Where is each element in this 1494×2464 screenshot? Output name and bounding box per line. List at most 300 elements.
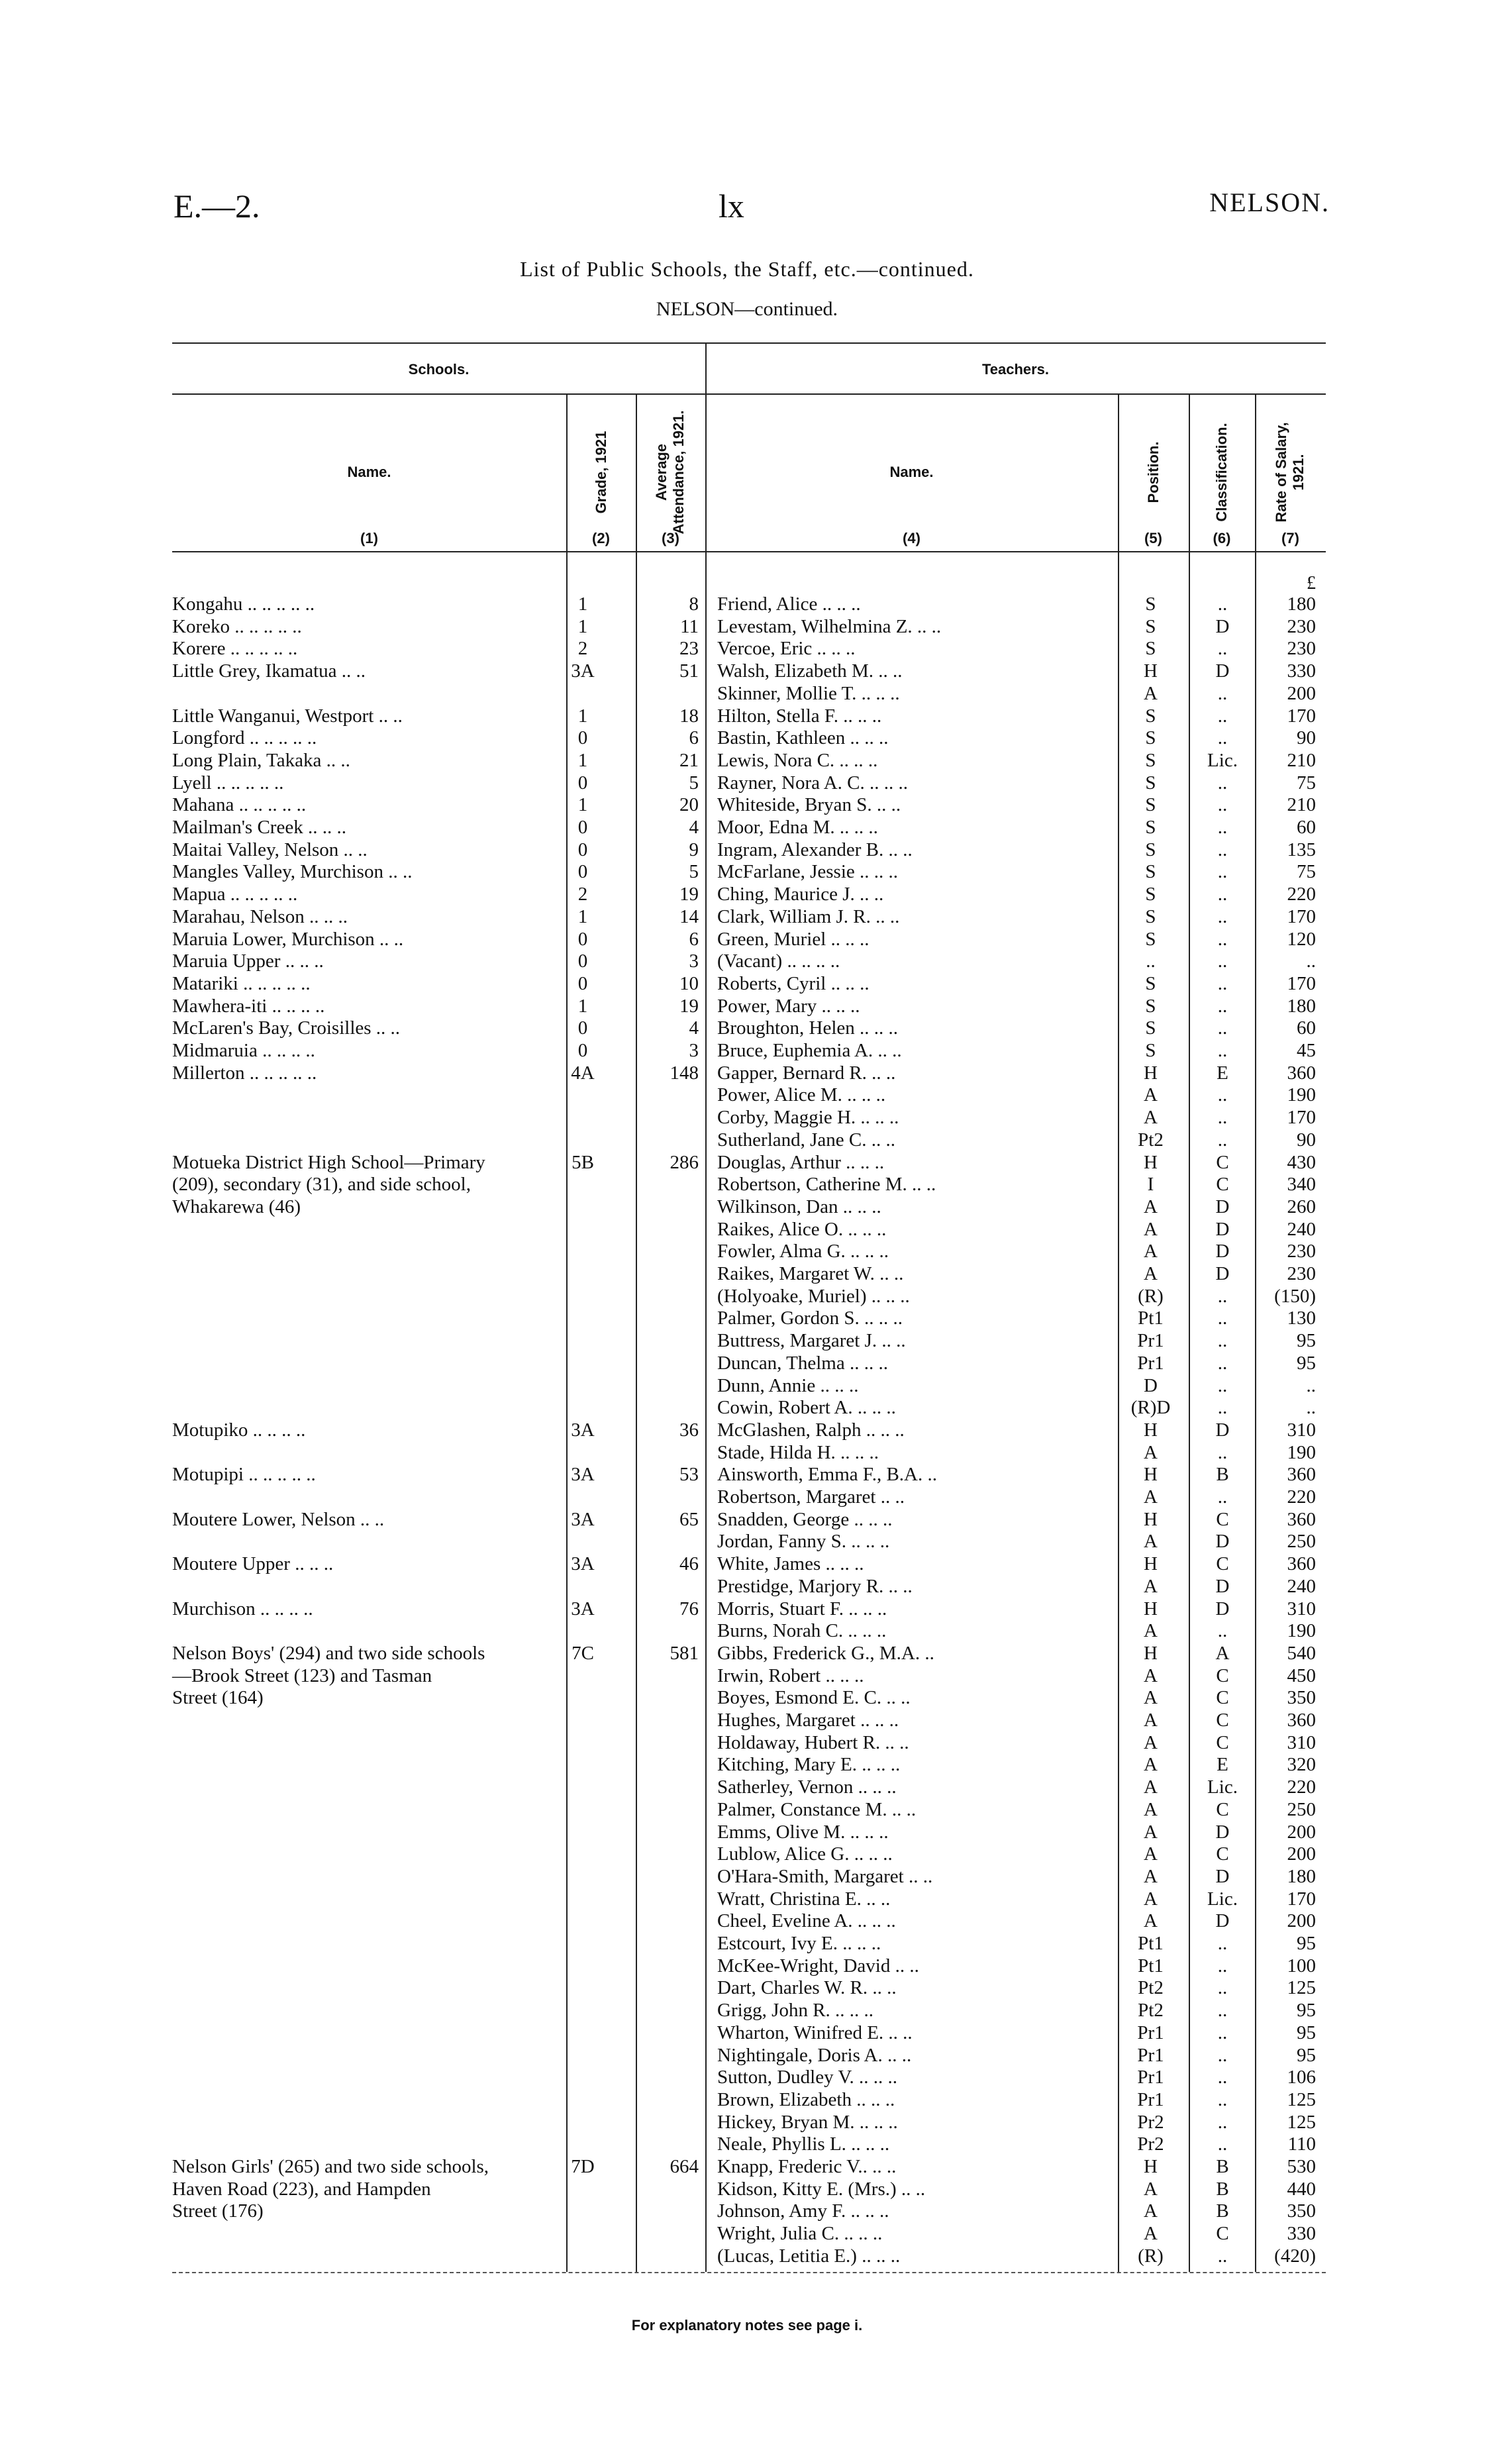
teacher-name: Raikes, Alice O. .. .. .. — [717, 1218, 887, 1240]
table-row — [0, 1419, 1494, 1441]
teacher-name: Corby, Maggie H. .. .. .. — [717, 1107, 899, 1129]
classification: B — [1216, 2156, 1229, 2177]
teacher-name: Hickey, Bryan M. .. .. .. — [717, 2111, 898, 2133]
teacher-name: Hilton, Stella F. .. .. .. — [717, 705, 882, 727]
table-row — [0, 2089, 1494, 2111]
position: A — [1144, 1687, 1158, 1709]
table-row — [0, 817, 1494, 839]
average-attendance: 21 — [679, 749, 699, 771]
position: S — [1145, 905, 1156, 927]
position: S — [1145, 817, 1156, 838]
classification: D — [1215, 1575, 1230, 1597]
table-top-rule — [172, 342, 1326, 344]
salary: 210 — [1287, 794, 1316, 816]
footer-note: For explanatory notes see page i. — [631, 2317, 863, 2334]
salary: 250 — [1287, 1798, 1316, 1820]
position: Pt1 — [1138, 1955, 1164, 1976]
teacher-name: Moor, Edna M. .. .. .. — [717, 817, 878, 838]
table-row — [0, 950, 1494, 972]
position: Pt2 — [1138, 2000, 1164, 2022]
classification: D — [1215, 1263, 1230, 1284]
teacher-name: Roberts, Cyril .. .. .. — [717, 972, 870, 994]
position: A — [1144, 1441, 1158, 1463]
table-row — [0, 1509, 1494, 1531]
position: S — [1145, 638, 1156, 660]
classification: .. — [1217, 1620, 1228, 1642]
salary: 440 — [1287, 2178, 1316, 2200]
teacher-name: Sutherland, Jane C. .. .. — [717, 1129, 896, 1151]
table-row — [0, 1553, 1494, 1575]
salary: 350 — [1287, 2200, 1316, 2222]
salary: 200 — [1287, 682, 1316, 704]
table-row — [0, 1799, 1494, 1821]
classification: E — [1217, 1062, 1228, 1084]
position: A — [1144, 1888, 1158, 1910]
teacher-name: Dunn, Annie .. .. .. — [717, 1374, 859, 1396]
position: Pr1 — [1137, 2088, 1164, 2110]
group-header-rule — [172, 393, 1326, 395]
table-row — [0, 660, 1494, 682]
table-row — [0, 1843, 1494, 1865]
salary: 540 — [1287, 1642, 1316, 1664]
school-name: Kongahu .. .. .. .. .. — [172, 593, 315, 615]
classification: .. — [1217, 1084, 1228, 1106]
table-row — [0, 1598, 1494, 1620]
column-number-2: (2) — [592, 530, 610, 546]
salary: 106 — [1287, 2067, 1316, 2088]
grade: 3A — [571, 1553, 595, 1575]
classification: D — [1215, 1196, 1230, 1217]
table-row — [0, 705, 1494, 727]
average-attendance: 148 — [670, 1062, 699, 1084]
school-name: Matariki .. .. .. .. .. — [172, 972, 311, 994]
salary: 430 — [1287, 1151, 1316, 1173]
position: S — [1145, 884, 1156, 905]
classification: .. — [1217, 2067, 1228, 2088]
teacher-name: Snadden, George .. .. .. — [717, 1508, 893, 1530]
teacher-name: Whiteside, Bryan S. .. .. — [717, 794, 901, 816]
table-row — [0, 1977, 1494, 1999]
salary: 190 — [1287, 1620, 1316, 1642]
salary: 45 — [1297, 1040, 1316, 1061]
table-row — [0, 794, 1494, 816]
salary: 260 — [1287, 1196, 1316, 1217]
teacher-name: Burns, Norah C. .. .. .. — [717, 1620, 887, 1642]
teacher-name: Satherley, Vernon .. .. .. — [717, 1776, 897, 1798]
table-row — [0, 1263, 1494, 1285]
salary: 75 — [1297, 772, 1316, 794]
school-name: Haven Road (223), and Hampden — [172, 2178, 431, 2200]
table-row — [0, 2022, 1494, 2044]
column-number-3: (3) — [662, 530, 679, 546]
position: Pr1 — [1137, 1352, 1164, 1374]
position: Pt2 — [1138, 1129, 1164, 1151]
position: Pt2 — [1138, 1977, 1164, 1999]
classification: .. — [1217, 2245, 1228, 2267]
position: S — [1145, 839, 1156, 860]
grade: 0 — [577, 972, 588, 994]
grade: 0 — [577, 1017, 588, 1039]
average-attendance: 4 — [689, 817, 699, 838]
teacher-name: Gibbs, Frederick G., M.A. .. — [717, 1642, 934, 1664]
average-attendance: 11 — [680, 615, 699, 637]
grade: 5B — [572, 1151, 594, 1173]
position: H — [1144, 1642, 1158, 1664]
position: A — [1144, 1196, 1158, 1217]
grade: 3A — [571, 1464, 595, 1486]
teacher-name: Power, Alice M. .. .. .. — [717, 1084, 886, 1106]
table-row — [0, 1174, 1494, 1196]
table-row — [0, 1910, 1494, 1932]
average-attendance: 20 — [679, 794, 699, 816]
table-row — [0, 593, 1494, 615]
teacher-name: White, James .. .. .. — [717, 1553, 864, 1575]
position: Pr1 — [1137, 2022, 1164, 2043]
teacher-name: (Lucas, Letitia E.) .. .. .. — [717, 2245, 901, 2267]
position: S — [1145, 749, 1156, 771]
position: S — [1145, 615, 1156, 637]
position: A — [1144, 1865, 1158, 1887]
salary: 220 — [1287, 884, 1316, 905]
salary: .. — [1306, 1374, 1316, 1396]
teacher-name: Hughes, Margaret .. .. .. — [717, 1710, 899, 1731]
grade: 0 — [577, 817, 588, 838]
salary: 170 — [1287, 905, 1316, 927]
teacher-name: (Holyoake, Muriel) .. .. .. — [717, 1285, 910, 1307]
salary: 180 — [1287, 593, 1316, 615]
average-attendance: 6 — [689, 727, 699, 749]
position: S — [1145, 593, 1156, 615]
salary: 95 — [1297, 1330, 1316, 1352]
salary: 310 — [1287, 1419, 1316, 1441]
position: A — [1144, 1821, 1158, 1843]
teacher-name: McFarlane, Jessie .. .. .. — [717, 861, 899, 883]
school-name: Mapua .. .. .. .. .. — [172, 884, 298, 905]
table-row — [0, 1129, 1494, 1151]
school-name: Mailman's Creek .. .. .. — [172, 817, 346, 838]
column-header-salary: Rate of Salary, 1921. — [1273, 422, 1307, 523]
classification: B — [1216, 1464, 1229, 1486]
classification: .. — [1217, 772, 1228, 794]
teacher-name: Boyes, Esmond E. C. .. .. — [717, 1687, 911, 1709]
position: A — [1144, 1798, 1158, 1820]
table-row — [0, 1308, 1494, 1329]
grade: 4A — [571, 1062, 595, 1084]
classification: C — [1216, 1687, 1229, 1709]
table-row — [0, 727, 1494, 749]
salary: 230 — [1287, 1263, 1316, 1284]
average-attendance: 76 — [679, 1598, 699, 1619]
table-row — [0, 772, 1494, 794]
position: S — [1145, 772, 1156, 794]
salary: 95 — [1297, 2000, 1316, 2022]
table-row — [0, 1866, 1494, 1888]
teacher-name: Palmer, Constance M. .. .. — [717, 1798, 917, 1820]
position: S — [1145, 794, 1156, 816]
classification: .. — [1217, 1352, 1228, 1374]
classification: C — [1216, 1174, 1229, 1196]
table-row — [0, 839, 1494, 861]
teacher-name: Stade, Hilda H. .. .. .. — [717, 1441, 879, 1463]
teacher-name: Lewis, Nora C. .. .. .. — [717, 749, 878, 771]
salary: 340 — [1287, 1174, 1316, 1196]
position: (R)D — [1130, 1397, 1171, 1419]
table-row — [0, 1776, 1494, 1798]
document-code: E.—2. — [174, 187, 260, 225]
classification: .. — [1217, 1308, 1228, 1329]
classification: .. — [1217, 1040, 1228, 1061]
grade: 3A — [571, 1508, 595, 1530]
teacher-name: McKee-Wright, David .. .. — [717, 1955, 919, 1976]
salary: 240 — [1287, 1218, 1316, 1240]
salary: 230 — [1287, 638, 1316, 660]
table-row — [0, 996, 1494, 1017]
table-row — [0, 1017, 1494, 1039]
position: S — [1145, 1040, 1156, 1061]
school-name: Little Grey, Ikamatua .. .. — [172, 660, 366, 682]
classification: C — [1216, 1553, 1229, 1575]
position: A — [1144, 1531, 1158, 1553]
salary: 60 — [1297, 817, 1316, 838]
classification: .. — [1217, 1486, 1228, 1508]
position: H — [1144, 660, 1158, 682]
position: (R) — [1138, 1285, 1164, 1307]
classification: C — [1216, 1798, 1229, 1820]
teacher-name: Kidson, Kitty E. (Mrs.) .. .. — [717, 2178, 926, 2200]
salary: 135 — [1287, 839, 1316, 860]
classification: D — [1215, 1531, 1230, 1553]
classification: .. — [1217, 928, 1228, 950]
school-name: Maruia Upper .. .. .. — [172, 950, 324, 972]
salary: 360 — [1287, 1553, 1316, 1575]
column-header-position: Position. — [1145, 441, 1162, 503]
salary: 320 — [1287, 1754, 1316, 1776]
teacher-name: (Vacant) .. .. .. .. — [717, 950, 840, 972]
classification: .. — [1217, 950, 1228, 972]
salary: 350 — [1287, 1687, 1316, 1709]
table-row — [0, 1040, 1494, 1062]
teacher-name: Nightingale, Doris A. .. .. — [717, 2044, 912, 2066]
salary: 230 — [1287, 1241, 1316, 1262]
school-name: Nelson Boys' (294) and two side schools — [172, 1642, 485, 1664]
position: A — [1144, 1665, 1158, 1686]
teacher-name: Jordan, Fanny S. .. .. .. — [717, 1531, 890, 1553]
school-name: Lyell .. .. .. .. .. — [172, 772, 284, 794]
table-row — [0, 1531, 1494, 1553]
school-name: Korere .. .. .. .. .. — [172, 638, 298, 660]
table-row — [0, 861, 1494, 883]
position: Pr1 — [1137, 2044, 1164, 2066]
table-row — [0, 1955, 1494, 1977]
average-attendance: 51 — [679, 660, 699, 682]
position: Pt1 — [1138, 1308, 1164, 1329]
table-row — [0, 1196, 1494, 1218]
grade: 3A — [571, 660, 595, 682]
average-attendance: 18 — [679, 705, 699, 727]
classification: C — [1216, 1665, 1229, 1686]
school-name: Motupiko .. .. .. .. — [172, 1419, 306, 1441]
classification: E — [1217, 1754, 1228, 1776]
table-row — [0, 2133, 1494, 2155]
classification: .. — [1217, 593, 1228, 615]
classification: .. — [1217, 1955, 1228, 1976]
table-row — [0, 750, 1494, 772]
classification: .. — [1217, 682, 1228, 704]
table-row — [0, 1822, 1494, 1843]
classification: D — [1215, 1218, 1230, 1240]
teacher-name: Lublow, Alice G. .. .. .. — [717, 1843, 893, 1865]
teacher-name: Vercoe, Eric .. .. .. — [717, 638, 856, 660]
teacher-name: Ingram, Alexander B. .. .. — [717, 839, 913, 860]
school-name: Mahana .. .. .. .. .. — [172, 794, 307, 816]
teacher-name: Irwin, Robert .. .. .. — [717, 1665, 864, 1686]
classification: .. — [1217, 2022, 1228, 2043]
position: A — [1144, 1241, 1158, 1262]
teacher-name: Fowler, Alma G. .. .. .. — [717, 1241, 889, 1262]
salary: 170 — [1287, 1888, 1316, 1910]
table-row — [0, 2223, 1494, 2245]
salary: 125 — [1287, 2111, 1316, 2133]
teacher-name: Brown, Elizabeth .. .. .. — [717, 2088, 895, 2110]
group-header-schools: Schools. — [408, 361, 470, 378]
average-attendance: 65 — [679, 1508, 699, 1530]
classification: .. — [1217, 2088, 1228, 2110]
teacher-name: O'Hara-Smith, Margaret .. .. — [717, 1865, 933, 1887]
position: H — [1144, 2156, 1158, 2177]
table-row — [0, 929, 1494, 950]
column-header-attendance: Average Attendance, 1921. — [653, 410, 687, 535]
position: A — [1144, 1107, 1158, 1129]
table-row — [0, 1397, 1494, 1419]
teacher-name: Cheel, Eveline A. .. .. .. — [717, 1910, 896, 1932]
school-name: Midmaruia .. .. .. .. — [172, 1040, 315, 1061]
school-name: Koreko .. .. .. .. .. — [172, 615, 302, 637]
teacher-name: Neale, Phyllis L. .. .. .. — [717, 2133, 890, 2155]
teacher-name: Morris, Stuart F. .. .. .. — [717, 1598, 887, 1619]
teacher-name: Ainsworth, Emma F., B.A. .. — [717, 1464, 937, 1486]
table-row — [0, 616, 1494, 638]
grade: 2 — [577, 638, 588, 660]
table-row — [0, 1464, 1494, 1486]
table-row — [0, 1486, 1494, 1508]
salary: 230 — [1287, 615, 1316, 637]
position: A — [1144, 2178, 1158, 2200]
average-attendance: 10 — [679, 972, 699, 994]
position: S — [1145, 1017, 1156, 1039]
currency-symbol: £ — [1307, 573, 1316, 593]
teacher-name: Robertson, Margaret .. .. — [717, 1486, 905, 1508]
teacher-name: Green, Muriel .. .. .. — [717, 928, 870, 950]
table-row — [0, 1286, 1494, 1308]
school-name: Moutere Upper .. .. .. — [172, 1553, 334, 1575]
grade: 1 — [577, 794, 588, 816]
average-attendance: 4 — [689, 1017, 699, 1039]
classification: .. — [1217, 884, 1228, 905]
table-row — [0, 683, 1494, 705]
average-attendance: 286 — [670, 1151, 699, 1173]
salary: 530 — [1287, 2156, 1316, 2177]
grade: 7D — [571, 2156, 595, 2177]
salary: 125 — [1287, 1977, 1316, 1999]
salary: 130 — [1287, 1308, 1316, 1329]
table-row — [0, 973, 1494, 995]
school-name: Long Plain, Takaka .. .. — [172, 749, 350, 771]
position: A — [1144, 1218, 1158, 1240]
salary: 450 — [1287, 1665, 1316, 1686]
teacher-name: Estcourt, Ivy E. .. .. .. — [717, 1933, 881, 1954]
salary: 90 — [1297, 727, 1316, 749]
school-name: Mawhera-iti .. .. .. .. — [172, 995, 325, 1017]
salary: 330 — [1287, 2223, 1316, 2245]
position: H — [1144, 1598, 1158, 1619]
salary: 110 — [1287, 2133, 1316, 2155]
table-row — [0, 1687, 1494, 1709]
average-attendance: 19 — [679, 884, 699, 905]
teacher-name: Rayner, Nora A. C. .. .. .. — [717, 772, 908, 794]
salary: 170 — [1287, 972, 1316, 994]
column-header-teacher-name: Name. — [889, 464, 934, 480]
teacher-name: Prestidge, Marjory R. .. .. — [717, 1575, 913, 1597]
position: S — [1145, 727, 1156, 749]
table-row — [0, 1084, 1494, 1106]
average-attendance: 14 — [679, 905, 699, 927]
school-name: McLaren's Bay, Croisilles .. .. — [172, 1017, 401, 1039]
salary: 360 — [1287, 1710, 1316, 1731]
column-header-school-name: Name. — [347, 464, 391, 480]
table-row — [0, 906, 1494, 928]
teacher-name: Emms, Olive M. .. .. .. — [717, 1821, 889, 1843]
salary: 95 — [1297, 2022, 1316, 2043]
position: A — [1144, 1486, 1158, 1508]
teacher-name: McGlashen, Ralph .. .. .. — [717, 1419, 905, 1441]
salary: 310 — [1287, 1731, 1316, 1753]
column-header-grade: Grade, 1921 — [593, 431, 609, 514]
classification: D — [1215, 660, 1230, 682]
salary: 250 — [1287, 1531, 1316, 1553]
classification: .. — [1217, 1285, 1228, 1307]
column-number-6: (6) — [1213, 530, 1231, 546]
grade: 0 — [577, 772, 588, 794]
classification: .. — [1217, 995, 1228, 1017]
salary: .. — [1306, 1397, 1316, 1419]
average-attendance: 6 — [689, 928, 699, 950]
table-row — [0, 2156, 1494, 2178]
position: H — [1144, 1062, 1158, 1084]
grade: 3A — [571, 1419, 595, 1441]
position: Pr1 — [1137, 1330, 1164, 1352]
position: H — [1144, 1464, 1158, 1486]
position: Pr1 — [1137, 2067, 1164, 2088]
position: A — [1144, 682, 1158, 704]
table-row — [0, 1062, 1494, 1084]
position: A — [1144, 1084, 1158, 1106]
grade: 0 — [577, 1040, 588, 1061]
classification: D — [1215, 1241, 1230, 1262]
table-row — [0, 2112, 1494, 2133]
classification: .. — [1217, 1330, 1228, 1352]
average-attendance: 53 — [679, 1464, 699, 1486]
grade: 0 — [577, 928, 588, 950]
school-name: Murchison .. .. .. .. — [172, 1598, 313, 1619]
position: H — [1144, 1419, 1158, 1441]
school-name: Millerton .. .. .. .. .. — [172, 1062, 317, 1084]
teacher-name: Duncan, Thelma .. .. .. — [717, 1352, 888, 1374]
position: H — [1144, 1553, 1158, 1575]
average-attendance: 581 — [670, 1642, 699, 1664]
section-subtitle: NELSON—continued. — [656, 298, 838, 320]
group-header-teachers: Teachers. — [981, 361, 1050, 378]
salary: 180 — [1287, 1865, 1316, 1887]
